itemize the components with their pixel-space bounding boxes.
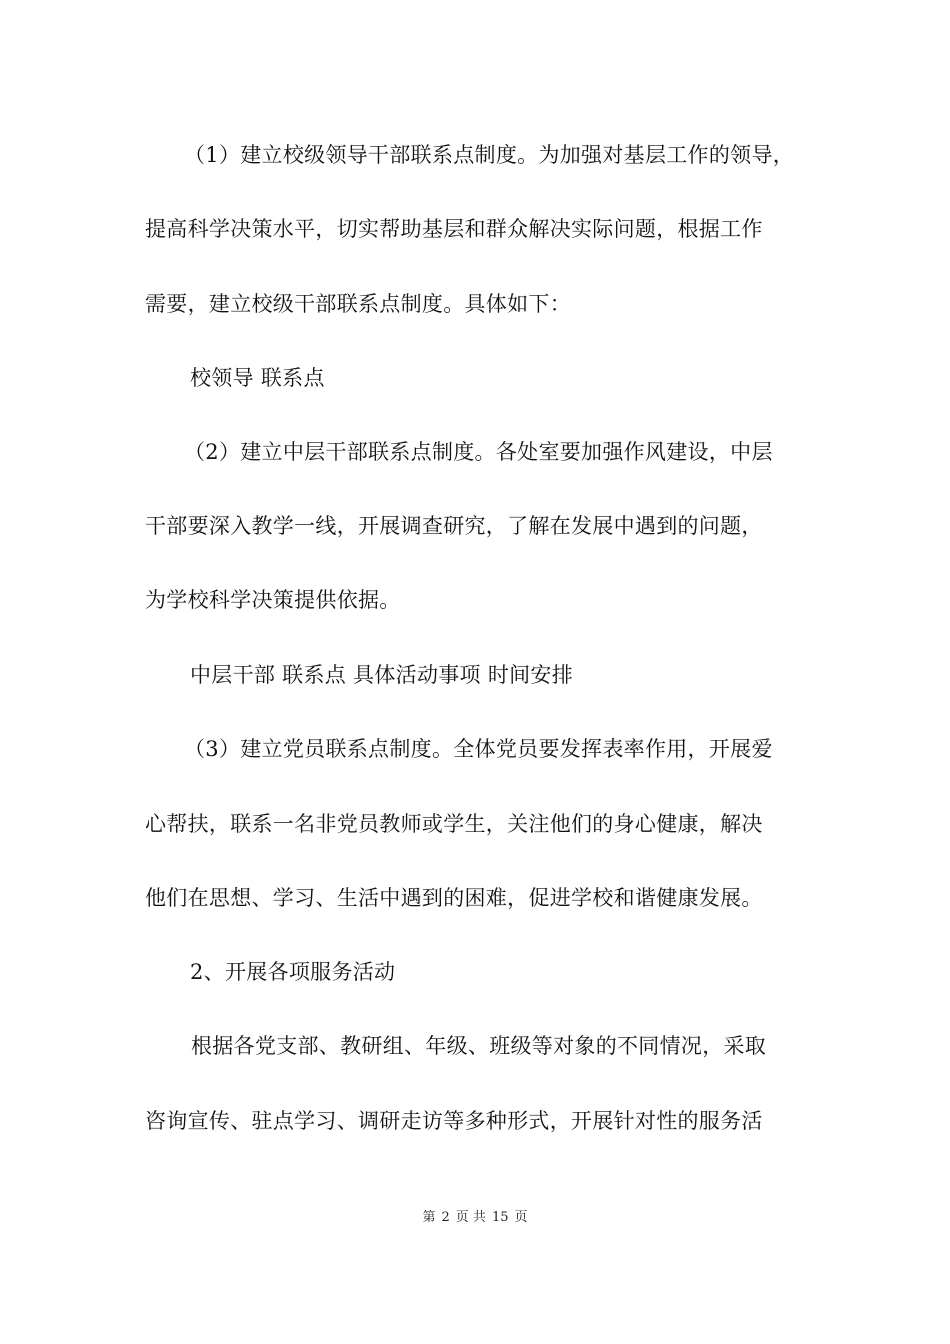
paragraph-line-5: 干部要深入教学一线，开展调查研究，了解在发展中遇到的问题， bbox=[145, 514, 763, 538]
paragraph-line-4: （2）建立中层干部联系点制度。各处室要加强作风建设，中层 bbox=[184, 440, 773, 464]
paragraph-line-8: 心帮扶，联系一名非党员教师或学生，关注他们的身心健康，解决 bbox=[145, 812, 763, 836]
footer-prefix: 第 bbox=[422, 1210, 436, 1225]
footer-suffix: 页 bbox=[514, 1210, 528, 1225]
paragraph-line-1: （1）建立校级领导干部联系点制度。为加强对基层工作的领导， bbox=[184, 143, 795, 167]
footer-current-page: 2 bbox=[441, 1210, 450, 1225]
table-header-school-leaders: 校领导 联系点 bbox=[190, 366, 325, 390]
paragraph-line-3: 需要，建立校级干部联系点制度。具体如下： bbox=[145, 292, 571, 316]
section-heading-service-activities: 2、开展各项服务活动 bbox=[190, 960, 396, 984]
paragraph-line-9: 他们在思想、学习、生活中遇到的困难，促进学校和谐健康发展。 bbox=[145, 886, 763, 910]
paragraph-line-10: 根据各党支部、教研组、年级、班级等对象的不同情况，采取 bbox=[191, 1034, 767, 1058]
footer-total-pages: 15 bbox=[491, 1210, 509, 1225]
paragraph-line-2: 提高科学决策水平，切实帮助基层和群众解决实际问题，根据工作 bbox=[145, 217, 763, 241]
paragraph-line-6: 为学校科学决策提供依据。 bbox=[145, 588, 401, 612]
table-header-middle-cadres: 中层干部 联系点 具体活动事项 时间安排 bbox=[190, 663, 574, 687]
paragraph-line-7: （3）建立党员联系点制度。全体党员要发挥表率作用，开展爱 bbox=[184, 737, 773, 761]
paragraph-line-11: 咨询宣传、驻点学习、调研走访等多种形式，开展针对性的服务活 bbox=[145, 1109, 763, 1133]
footer-middle: 页 共 bbox=[455, 1210, 486, 1225]
page-footer bbox=[0, 1208, 950, 1228]
